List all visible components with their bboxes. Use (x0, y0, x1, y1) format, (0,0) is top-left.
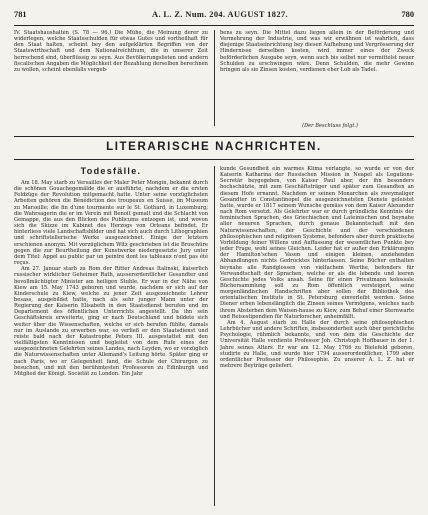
journal-page (14, 10, 414, 508)
running-head: A. L. Z. Num. 204. AUGUST 1827. (152, 10, 289, 19)
obituary-hoffbauer: Am 4. August starb zu Halle der durch seine philosophischen Lehrbücher und andere Schriften, insbesonderheit auch über gerichtliche Psychologie, rühmlich bekannte, und von dem die Geschichte der Universität Halle verdiente Professor Joh. Christoph Hoffbauer in der 1. Jahre seines Alters. Er war am 12. May 1766 zu Bielefeld geboren, studirte zu Halle, und wurde hier 1794 ausserordentlicher, 1799 aber ordentlicher Professor der Philosophie. Zu unserer A. L. Z. hat er mehrere Beyträge geliefert. (220, 319, 414, 369)
body-left-column (14, 180, 208, 506)
section-rule-bottom (14, 159, 414, 160)
section-title: LITERARISCHE NACHRICHTEN. (106, 141, 322, 153)
obituary-italinski: Am 27. Januar starb zu Rom der Ritter Andreas Italinski, kaiserlich russischer wirklicher Geheimer Rath, ausserordentlicher Gesandter und bevollmächtigter Minister am heiligen Stuhle. Er war in der Nähe von Kiew am 15. May 1743 geboren und wurde, nachdem er sich auf der Kinderschule zu Kiew, welche zu jener Zeit ausgezeichnete Lehrer besass, ausgebildet hatte, nach als sehr junger Mann unter der Regierung der Kaiserin Elisabeth in den Staatsdienst berufen und im Departement des öffentlichen Unterrichts angestellt. Da ihn sein Geschäftskreis erweiterte, ging er nach Deutschland und bildete sich weiter über die Wissenschaften, welche er sich berufen fühlte, damals nur im Auslande zu erwerben war, so verließ er den Staatsdienst und reiste bald nach der Katastrophe Peters III. ausgestattet mit den vielfältigsten Kenntnissen und begleitet von dem Rufe eines der ausgezeichneten Gelehrten seines Landes, nach Leyden, wo er vorzüglich die Naturwissenschaften unter Allemand's Leitung hörte. Später ging er nach Paris, wo er Gelegenheit fand, die Schule der Chirurgen zu besuchen, und mit den berühmtesten Professoren zu Edinburgh und Mitglied der Königl. Societät zu London. Ein Jahr (14, 266, 208, 377)
column-divider-body (214, 166, 215, 506)
continued-note: (Der Beschluss folgt.) (302, 123, 358, 129)
top-columns (14, 30, 414, 130)
top-right-paragraph: bens zu seyn. Die Mittel dazu liegen allein in der Beförderung und Vermehrung der Industrie, und was wir erwähnen ist wahrlich, dass diejenige Staatseinrichtung bey diesen Aufhebung und Vergrösserung der Hindernisse derselben kosten, wird immer eines der Zweck beförderlichen Ausgabe seyn, wenn auch bis selbst nur vermittelst neuer Schulden zu erschwingen wäre. Denn Schulden, die mehr Gewinn bringen als sie Zinsen kosten, verdienen eher Lob als Tadel. (220, 30, 414, 73)
body-right-column (220, 166, 414, 506)
page-header (14, 10, 414, 24)
obituary-mongin: Am 18. May starb zu Versailles der Maler Peter Mongin, bekannt durch die schönen Gouachegemälde die er ausführte, nachdem er die ersten Feldzüge der Revolution mitgemacht hatte. Unter seine vorzüglichsten Arbeiten gehören die Bénédiction des troupeaux en Suisse, im Museum zu Marseille; die fin d'une tourmente sur le St. Gothard, in Luxemburg; die Wahrsagerin die er im Verein mit Benoit gemalt und die Schlacht von Gemappe, die aus den Blicken des Publicums entzogen ist, und wovon sich die Skizze im Kabinet des Herzogs von Orleans befindet. Er hinterliess viele Landschaftsbilder und hat sich auch durch Lithographien und schriftstellerische Werke ausgezeichnet. Einige der letztern erschienen anonym. Mit vorzüglichem Witz geschrieben ist die Broschüre gegen die zur Beurtheilung der Kunstwerke niedergesetzte Jury unter dem Titel: Appel au public par un peintre dont les tableaux n'ont pas été reçus. (14, 180, 208, 267)
subheading: Todesfälle. (80, 166, 142, 176)
section-rule-top (14, 136, 414, 137)
top-left-paragraph: IV. Staatshaushalten (S. 78 — 96.) Die Mühe, die Meinung derer zu widerlegen, welche Staatsschulden für etwas Gutes und vortheilhaft für den Staat halten, scheint bey den aufgeklärten Begriffen von der Staatswirthschaft und dem Nationalreichthum, die in unserer Zeit herrschend sind, überflüssig zu seyn. Aus Bevölkerungslisten und andern fiscalischen Angaben die Möglichkeit der Bezahlung derselben berechnen zu wollen, scheint ebenfalls vergeb- (14, 30, 208, 73)
top-left-column (14, 30, 208, 130)
column-divider-top (214, 30, 215, 126)
top-right-column (220, 30, 414, 130)
header-rule (14, 25, 414, 26)
obituary-italinski-continued: kunde Gesundheit ein warmes Klima verlangte, so wurde er von der Kaiserin Katharina der Russischen Mission in Neapel als Legations-Secretär beygegeben, von Kaiser Paul aber, der ihn besonders hochschätzte, mit zum Geschäftsträger und später zum Gesandten an diesem Hofe ernannt. Nachdem er seinen Monarchen als zweymaliger Gesandter in Constantinopel die ausgezeichnetsten Dienste geleistet hatte, wurde er 1817 seinem Wunsche gemäss von dem Kaiser Alexander nach Rom versetzt. Als Gelehrter war er durch gründliche Kenntnis der feminischen Sprachen, des Griechischen und Lateinischen und beynahe aller neueren Sprachen, durch genaue Bekanntschaft mit den Naturwissenschaften, der Geschichte und der verschiedenen philosophischen und religiösen Systeme, befonders aber durch praktische Vorbildung feiner Willens und Auffassung der wesentlichen Punkte bey jeder Frage, wohl seines Gleichen. Leider hat er außer den Erklärungen der Hamilton'schen Vasen und einigen kleinen, anziehenden Abhandlungen nichts Gedrucktes hinterlassen. Seine Bücher enthalten beynahe alle Randglossen von vielfachem Werthe, befonders für Verwandtschaft der Sprachen, welche er als die lebende und leeren Geschichte jedes Volks ansah. Seine für einen Privatmann kolossale Büchersammlung soll zu Rom öffentlich versteigert, seine morgenländischen Handschriften aber sollen der Bibliothek des orientalischen Instituts in St. Petersburg einverleibt werden. Seine Diener erben lebenslänglich die Zinsen seines Vermögens, welches nach ihrem Absterben dem Waisen-hause zu Kiew, zum Behuf einer Sternwarte und Reisestipendien für Naturforscher, anheimfällt. (220, 166, 414, 320)
page-number-right: 780 (401, 10, 414, 19)
page-number-left: 781 (14, 10, 27, 19)
